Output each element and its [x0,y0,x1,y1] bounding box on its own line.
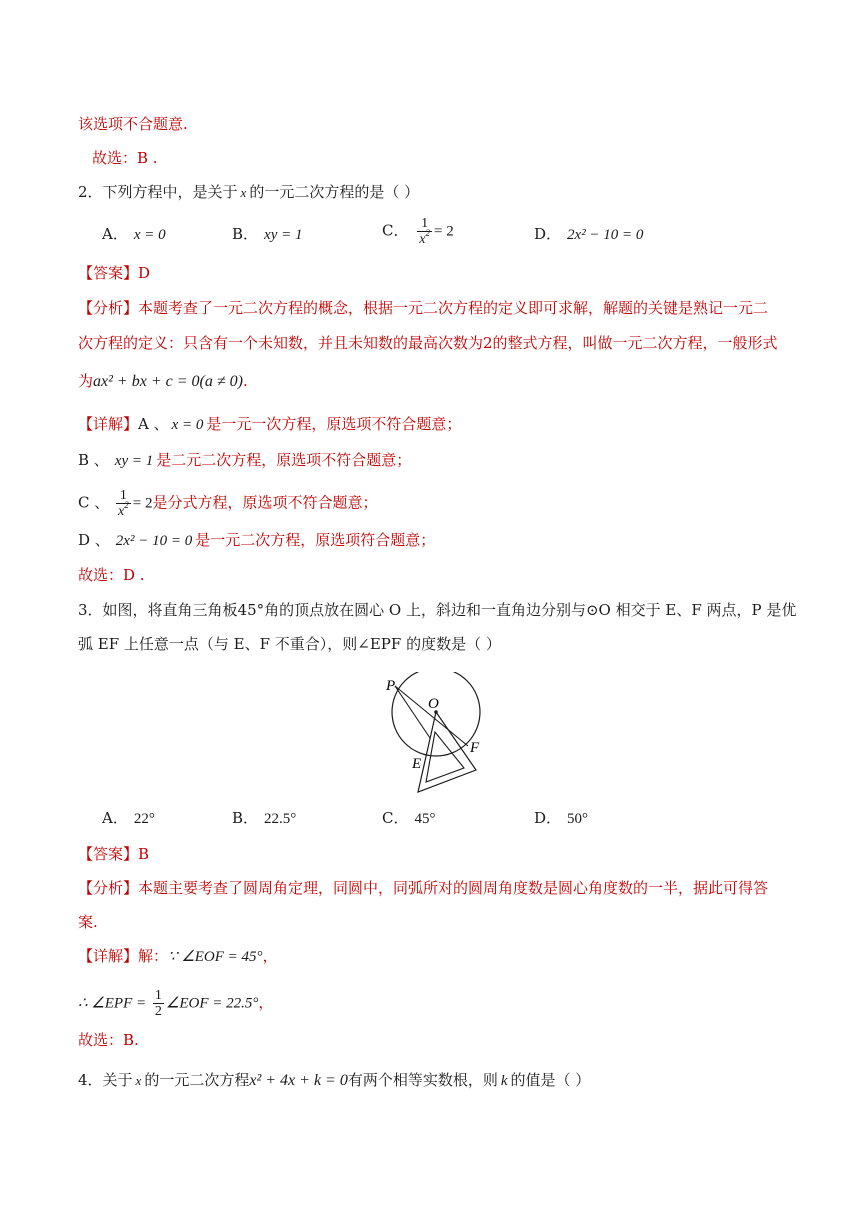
q3-detail-l2-den: 2 [154,1004,162,1019]
label-f: F [470,740,480,756]
q3-option-c [382,808,435,829]
q3-figure [380,672,496,804]
q2-detail-b-text: 是二元二次方程，原选项不符合题意； [156,451,412,469]
q3-option-d-text: 50° [567,811,589,827]
q3-option-d-letter: D． [534,809,562,827]
q2-option-d-letter: D． [534,225,562,243]
q3-detail-l2-post: ∠EOF = 22.5° [165,995,259,1012]
q2-choose: 故选：D . [78,566,145,584]
q4-stem-text-b: 的一元二次方程 [144,1071,250,1089]
q3-detail-l1-pre: 解： [138,947,169,965]
set-square-inner [426,732,464,782]
q2-detail-c [78,488,377,519]
q2-detail-a-text: 是一元一次方程，原选项不符合题意； [206,415,462,433]
q3-option-b-letter: B． [232,809,259,827]
q2-analysis-line1 [78,298,768,318]
q4-stem-var: x [135,1073,142,1088]
q2-stem-text-b: 的一元二次方程的是（ ） [249,183,420,201]
q2-option-c [382,216,454,247]
q3-detail-l2-comma: ， [258,993,274,1012]
q2-option-b [232,224,302,245]
q3-option-a-text: 22° [133,811,155,827]
q3-option-b [232,808,296,829]
q3-detail-label: 【详解】 [78,947,139,965]
q2-detail-a [78,414,461,435]
q1-tail-line1: 该选项不合题意. [78,115,188,133]
q3-detail-l1-formula: ∵ ∠EOF = 45° [168,949,263,965]
q2-analysis-formula: ax² + bx + c = 0(a ≠ 0) [93,373,243,390]
line-pe [395,686,430,738]
q2-analysis-line3 [78,371,248,392]
q3-analysis-line2: 案. [78,913,98,931]
q4-stem-k: k [500,1073,508,1089]
q2-option-b-text: xy = 1 [264,227,303,243]
q3-option-b-text: 22.5° [264,811,297,827]
q3-answer [78,844,149,864]
q3-analysis-text1: 本题主要考查了圆周角定理，同圆中，同弧所对的圆周角度数是圆心角度数的一半，据此可得答 [138,879,769,897]
q2-detail-c-text: 是分式方程，原选项不符合题意； [152,493,378,512]
q2-detail-a-pre: A 、 [138,415,169,433]
q4-stem-text-a: 4．关于 [78,1071,133,1089]
q2-answer [78,263,150,283]
q2-detail-c-tail: = 2 [132,495,153,512]
q2-detail-c-pre: C 、 [78,493,110,512]
q2-stem-text-a: 2．下列方程中，是关于 [78,183,238,201]
q4-stem-formula: x² + 4x + k = 0 [249,1072,348,1089]
q2-detail-d [78,530,435,551]
q3-analysis-line1 [78,878,768,898]
q2-analysis-l3-pre: 为 [78,372,94,390]
q2-option-c-num: 1 [417,216,432,232]
q3-detail-l2-pre: ∴ ∠EPF = [78,995,147,1012]
q2-stem-var: x [240,185,247,200]
q3-detail-line2 [78,988,273,1019]
q2-detail-b [78,450,411,471]
q3-detail-l1-post: ， [262,947,278,965]
q2-option-a-letter: A． [102,225,128,243]
q2-option-c-den: $x^2$ [419,228,430,247]
q2-option-d [534,224,643,245]
q4-stem-text-d: 的值是（ ） [510,1071,591,1089]
label-p: P [386,678,396,694]
q2-analysis-line2: 次方程的定义：只含有一个未知数，并且未知数的最高次数为2的整式方程，叫做一元二次方程，一般形式 [78,334,778,352]
line-pf [395,686,468,746]
q2-detail-c-fraction: $\frac{1}{x^2}$ [118,488,129,519]
q3-option-c-letter: C． [382,809,409,827]
q3-option-d [534,808,588,829]
q2-detail-a-formula: x = 0 [171,417,204,433]
q3-choose: 故选：B. [78,1031,139,1049]
q2-option-d-text: 2x² − 10 = 0 [567,227,644,243]
q2-detail-d-formula: 2x² − 10 = 0 [115,533,193,549]
label-o: O [428,696,439,712]
q2-option-a-text: x = 0 [133,227,166,243]
q3-option-a [102,808,155,829]
q3-analysis-label: 【分析】 [78,879,139,897]
label-e: E [412,756,422,772]
q3-option-a-letter: A． [102,809,128,827]
q1-tail-choose: 故选：B . [92,149,158,167]
q2-option-a [102,224,166,245]
q3-answer-label: 【答案】 [78,845,139,863]
q2-detail-d-text: 是一元二次方程，原选项符合题意； [195,531,436,549]
q2-option-c-tail: = 2 [433,223,454,240]
q2-option-c-fraction [417,216,432,247]
q4-stem-text-c: 有两个相等实数根，则 [347,1071,498,1089]
q2-answer-label: 【答案】 [78,264,139,282]
q3-option-c-text: 45° [414,811,436,827]
q2-analysis-l3-post: . [242,372,248,390]
q2-detail-b-formula: xy = 1 [114,453,154,469]
q3-detail-l2-num: 1 [154,988,162,1003]
q3-stem-line2: 弧 EF 上任意一点（与 E、F 不重合），则∠EPF 的度数是（ ） [78,635,501,653]
q2-option-c-letter: C． [382,221,409,240]
q3-detail-line1 [78,946,278,967]
q2-detail-d-pre: D 、 [78,531,110,549]
q3-detail-l2-fraction [153,988,164,1019]
q3-answer-value: B [138,845,150,863]
q2-analysis-label: 【分析】 [78,299,139,317]
q2-answer-value: D [138,264,151,282]
q2-option-b-letter: B． [232,225,259,243]
q2-detail-label: 【详解】 [78,415,139,433]
q2-analysis-text1: 本题考查了一元二次方程的概念，根据一元二次方程的定义即可求解，解题的关键是熟记一元二 [138,299,769,317]
q4-stem [78,1070,590,1091]
q2-stem [78,182,419,203]
q2-detail-b-pre: B 、 [78,451,109,469]
q3-stem-line1: 3．如图，将直角三角板45°角的顶点放在圆心 O 上，斜边和一直角边分别与⊙O 相交于 E、F 两点，P 是优 [78,601,797,619]
